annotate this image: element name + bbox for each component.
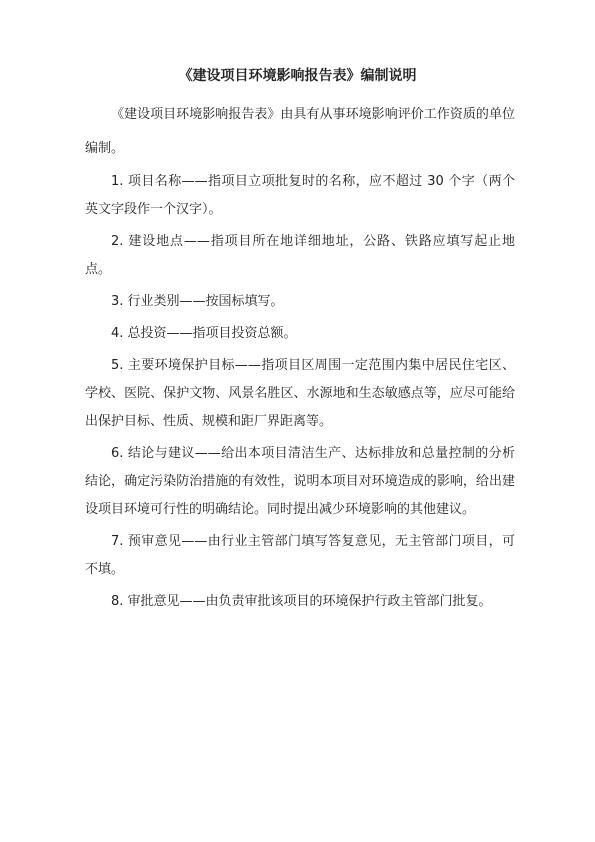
item-protection-targets: 5. 主要环境保护目标——指项目区周围一定范围内集中居民住宅区、学校、医院、保护文物、风景名胜区、水源地和生态敏感点等，应尽可能给出保护目标、性质、规模和距厂界距离等。 — [85, 358, 515, 429]
item-industry-category: 3. 行业类别——按国标填写。 — [111, 294, 284, 309]
document-title: 《建设项目环境影响报告表》编制说明 — [178, 68, 417, 84]
item-construction-site: 2. 建设地点——指项目所在地详细地址，公路、铁路应填写起止地点。 — [85, 234, 515, 277]
item-project-name: 1. 项目名称——指项目立项批复时的名称，应不超过 30 个字（两个英文字段作一个汉字）。 — [85, 174, 515, 217]
item-approval-opinion: 8. 审批意见——由负责审批该项目的环境保护行政主管部门批复。 — [111, 594, 492, 609]
document-body — [85, 98, 515, 620]
intro-paragraph: 《建设项目环境影响报告表》由具有从事环境影响评价工作资质的单位编制。 — [85, 107, 515, 156]
item-total-investment: 4. 总投资——指项目投资总额。 — [111, 326, 297, 341]
item-conclusions: 6. 结论与建议——给出本项目清洁生产、达标排放和总量控制的分析结论，确定污染防治措施的有效性，说明本项目对环境造成的影响，给出建设项目环境可行性的明确结论。同时提出减少环境影响的其他建议。 — [85, 446, 515, 517]
item-preliminary-review: 7. 预审意见——由行业主管部门填写答复意见，无主管部门项目，可不填。 — [85, 534, 515, 577]
